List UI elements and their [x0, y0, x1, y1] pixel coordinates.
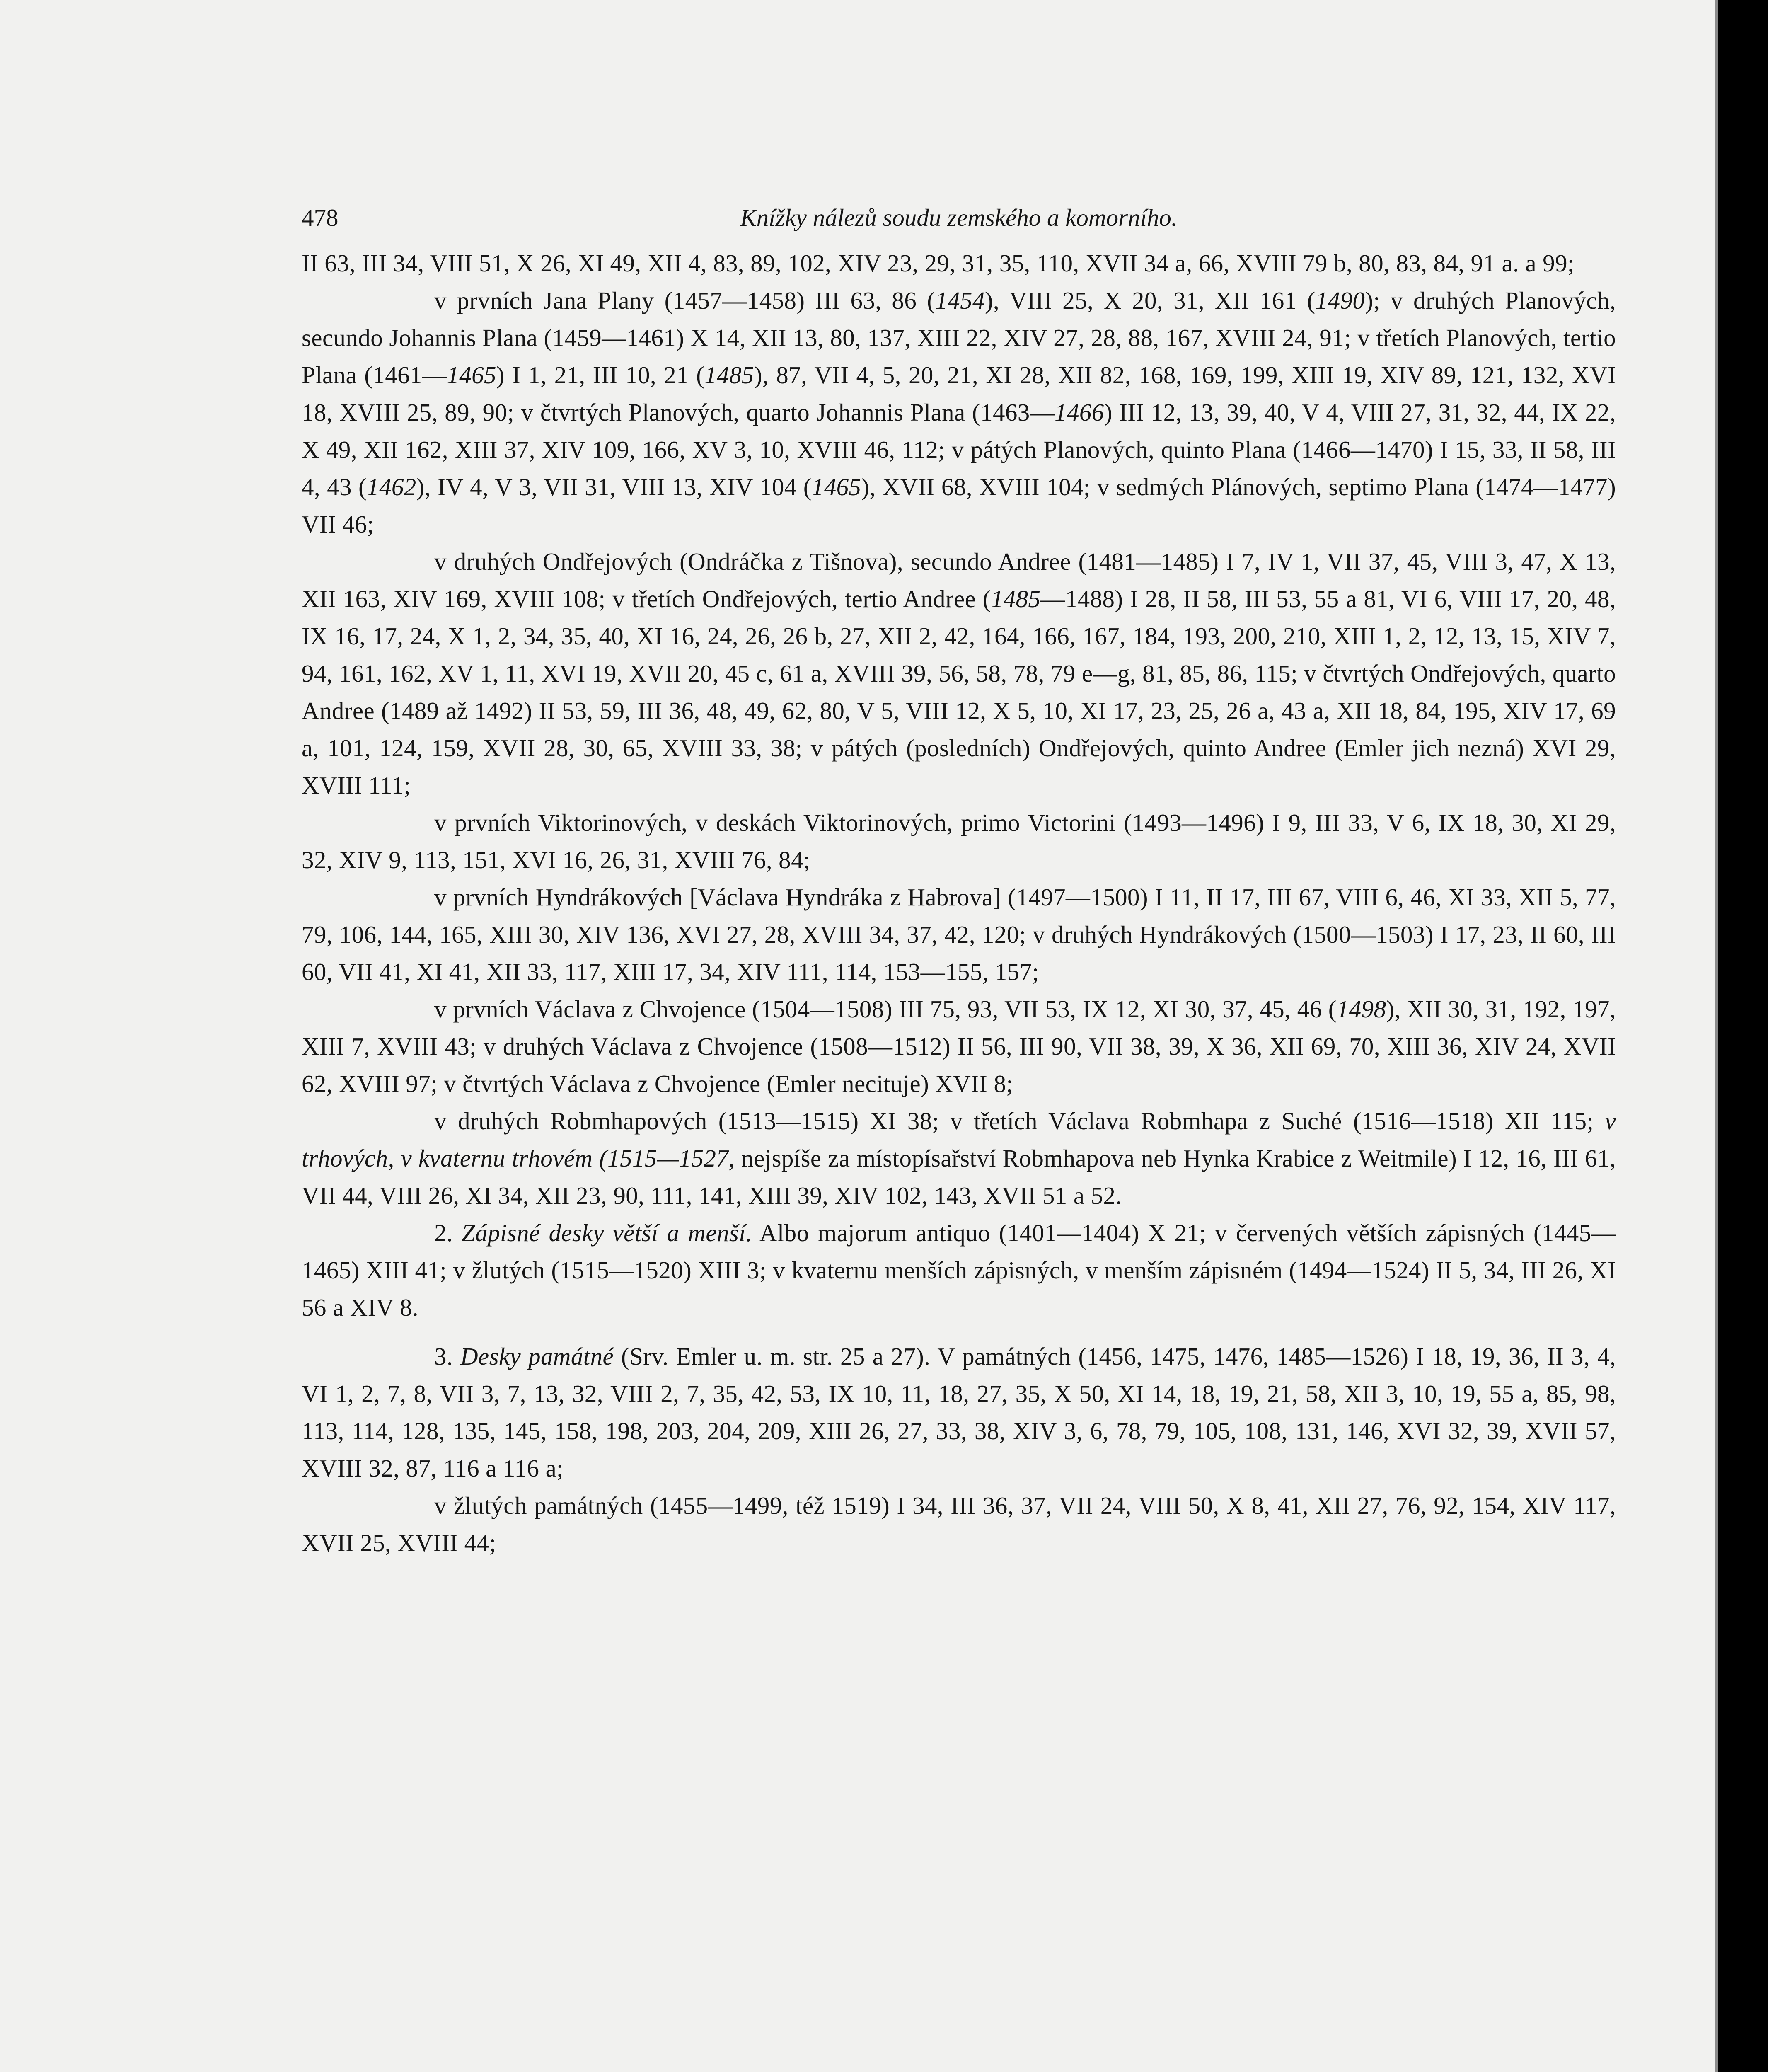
paragraph-10: [302, 1487, 1616, 1561]
text-run: ) I 1, 21, III 10, 21 (: [496, 361, 705, 389]
paragraph-6: [302, 990, 1616, 1102]
text-run: II 63, III 34, VIII 51, X 26, XI 49, XII 4, 83, 89, 102, XIV 23, 29, 31, 35, 110, XVII 34 a, 66, XVIII 79 b, 80, 83, 84, 91 a. a 99;: [302, 249, 1575, 277]
italic-text-run: 1485: [704, 361, 754, 389]
italic-text-run: 1465: [447, 361, 496, 389]
italic-text-run: 1462: [367, 473, 416, 501]
text-run: 3.: [434, 1343, 460, 1370]
text-run: v prvních Jana Plany (1457—1458) III 63, 86 (: [434, 287, 936, 314]
italic-text-run: 1485: [991, 585, 1041, 612]
paragraph-4: [302, 804, 1616, 879]
text-run: ), VIII 25, X 20, 31, XII 161 (: [984, 287, 1316, 314]
text-run: v prvních Hyndrákových [Václava Hyndráka z Habrova] (1497—1500) I 11, II 17, III 67, VIII 6, 46, XI 33, XII 5, 77, 79, 106, 144, 165, XIII 30, XIV 136, XVI 27, 28, XVIII 34, 37, 42, 120; v druhých Hyndrákových (1500—1503) I 17, 23, II 60, III 60, VII 41, XI 41, XII 33, 117, XIII 17, 34, XIV 111, 114, 153—155, 157;: [302, 884, 1616, 985]
running-head: [302, 191, 1616, 244]
text-run: ); v druhých Planových, secundo Johannis Plana (1459—1461) X 14, XII 13, 80, 137, XIII 22, XIV 27, 28, 88, 167, XVIII 24, 91; v třetích Planových, tertio Plana (1461—: [302, 287, 1616, 389]
text-run: —1488) I 28, II 58, III 53, 55 a 81, VI 6, VIII 17, 20, 48, IX 16, 17, 24, X 1, 2, 34, 35, 40, XI 16, 24, 26, 26 b, 27, XII 2, 42, 164, 166, 167, 184, 193, 200, 210, XIII 1, 2, 12, 13, 15, XIV 7, 94, 161, 162, XV 1, 11, XVI 19, XVII 20, 45 c, 61 a, XVIII 39, 56, 58, 78, 79 e—g, 81, 85, 86, 115; v čtvrtých Ondřejových, quarto Andree (1489 až 1492) II 53, 59, III 36, 48, 49, 62, 80, V 5, VIII 12, X 5, 10, XI 17, 23, 25, 26 a, 43 a, XII 18, 84, 195, XIV 17, 69 a, 101, 124, 159, XVII 28, 30, 65, XVIII 33, 38; v pátých (posledních) Ondřejových, quinto Andree (Emler jich nezná) XVI 29, XVIII 111;: [302, 585, 1616, 799]
text-run: ), IV 4, V 3, VII 31, VIII 13, XIV 104 (: [416, 473, 812, 501]
text-run: v druhých Robmhapových (1513—1515) XI 38; v třetích Václava Robmhapa z Suché (1516—1518) XII 115;: [434, 1107, 1605, 1135]
text-run: v prvních Václava z Chvojence (1504—1508) III 75, 93, VII 53, IX 12, XI 30, 37, 45, 46 (: [434, 995, 1337, 1023]
paragraph-1: [302, 244, 1616, 282]
paragraph-8: [302, 1214, 1616, 1326]
paragraph-2: [302, 282, 1616, 543]
text-run: 2.: [434, 1219, 462, 1247]
body-text: [302, 244, 1616, 1561]
text-run: v žlutých památných (1455—1499, též 1519) I 34, III 36, 37, VII 24, VIII 50, X 8, 41, XII 27, 76, 92, 154, XIV 117, XVII 25, XVIII 44;: [302, 1492, 1616, 1556]
text-run: v prvních Viktorinových, v deskách Viktorinových, primo Victorini (1493—1496) I 9, III 33, V 6, IX 18, 30, XI 29, 32, XIV 9, 113, 151, XVI 16, 26, 31, XVIII 76, 84;: [302, 809, 1616, 874]
italic-text-run: 1490: [1315, 287, 1365, 314]
text-run: ), XII 30, 31, 192, 197, XIII 7, XVIII 43; v druhých Václava z Chvojence (1508—1512) II 56, III 90, VII 38, 39, X 36, XII 69, 70, XIII 36, XIV 24, XVII 62, XVIII 97; v čtvrtých Václava z Chvojence (Emler necituje) XVII 8;: [302, 995, 1616, 1097]
italic-text-run: v trhových, v kvaternu trhovém (1515—1527: [302, 1107, 1616, 1172]
paragraph-7: [302, 1102, 1616, 1214]
text-run: ), XVII 68, XVIII 104; v sedmých Plánových, septimo Plana (1474—1477) VII 46;: [302, 473, 1616, 538]
text-run: ) III 12, 13, 39, 40, V 4, VIII 27, 31, 32, 44, IX 22, X 49, XII 162, XIII 37, XIV 109, 166, XV 3, 10, XVIII 46, 112; v pátých Planových, quinto Plana (1466—1470) I 15, 33, II 58, III 4, 43 (: [302, 399, 1616, 501]
text-run: Albo majorum antiquo (1401—1404) X 21; v červených větších zápisných (1445—1465) XIII 41; v žlutých (1515—1520) XIII 3; v kvaternu menších zápisných, v menším zápisném (1494—1524) II 5, 34, III 26, XI 56 a XIV 8.: [302, 1219, 1616, 1321]
text-run: , nejspíše za místopísařství Robmhapova neb Hynka Krabice z Weitmile) I 12, 16, III 61, VII 44, VIII 26, XI 34, XII 23, 90, 111, 141, XIII 39, XIV 102, 143, XVII 51 a 52.: [302, 1145, 1616, 1209]
italic-text-run: Zápisné desky větší a menší.: [461, 1219, 752, 1247]
italic-text-run: 1465: [811, 473, 861, 501]
page-number: 478: [302, 204, 339, 231]
italic-text-run: 1466: [1055, 399, 1104, 426]
paragraph-5: [302, 879, 1616, 990]
italic-text-run: 1498: [1336, 995, 1386, 1023]
text-run: (Srv. Emler u. m. str. 25 a 27). V památných (1456, 1475, 1476, 1485—1526) I 18, 19, 36, II 3, 4, VI 1, 2, 7, 8, VII 3, 7, 13, 32, VIII 2, 7, 35, 42, 53, IX 10, 11, 18, 27, 35, X 50, XI 14, 18, 19, 21, 58, XII 3, 10, 19, 55 a, 85, 98, 113, 114, 128, 135, 145, 158, 198, 203, 204, 209, XIII 26, 27, 33, 38, XIV 3, 6, 78, 79, 105, 108, 131, 146, XVI 32, 39, XVII 57, XVIII 32, 87, 116 a 116 a;: [302, 1343, 1616, 1482]
running-title: Knížky nálezů soudu zemského a komorního.: [740, 204, 1178, 231]
paragraph-3: [302, 543, 1616, 804]
italic-text-run: Desky památné: [460, 1343, 614, 1370]
paragraph-9: [302, 1338, 1616, 1487]
text-run: ), 87, VII 4, 5, 20, 21, XI 28, XII 82, 168, 169, 199, XIII 19, XIV 89, 121, 132, XVI 18, XVIII 25, 89, 90; v čtvrtých Planových, quarto Johannis Plana (1463—: [302, 361, 1616, 426]
italic-text-run: 1454: [935, 287, 985, 314]
text-run: v druhých Ondřejových (Ondráčka z Tišnova), secundo Andree (1481—1485) I 7, IV 1, VII 37, 45, VIII 3, 47, X 13, XII 163, XIV 169, XVIII 108; v třetích Ondřejových, tertio Andree (: [302, 548, 1616, 612]
page-content: [302, 191, 1616, 1561]
